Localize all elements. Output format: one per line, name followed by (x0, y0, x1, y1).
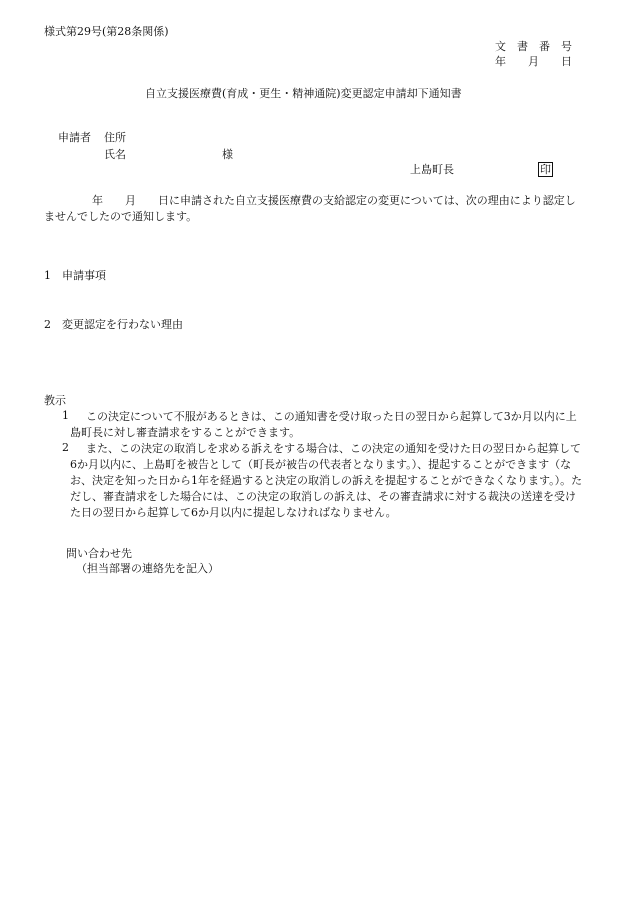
contact-heading: 問い合わせ先 (66, 547, 132, 560)
section-2-number: 2 (44, 318, 51, 331)
section-1-label: 申請事項 (62, 269, 106, 282)
notice-item-1-number: 1 (62, 409, 69, 422)
notice-item-2-text: また、この決定の取消しを求める訴えをする場合は、この決定の通知を受けた日の翌日から起算して6か月以内に、上島町を被告として（町長が被告の代表者となります。）、提起することができます（なお、決定を知った日から1年を経過すると決定の取消しの訴えを提起することができなくなります。）。ただし、審査請求をした場合には、この決定の取消しの訴えは、その審査請求に対する裁決の送達を受けた日の翌日から起算して6か月以内に提起しなければなりません。 (70, 442, 583, 519)
form-number: 様式第29号(第28条関係) (44, 25, 169, 38)
date-label: 年 月 日 (495, 55, 572, 68)
section-2-label: 変更認定を行わない理由 (62, 318, 183, 331)
issuer-name: 上島町長 (410, 163, 454, 176)
notice-item-1-text: この決定について不服があるときは、この通知書を受け取った日の翌日から起算して3か月以内に上島町長に対し審査請求をすることができます。 (70, 410, 577, 439)
intro-paragraph: 年 月 日に申請された自立支援医療費の支給認定の変更については、次の理由により認定しませんでしたので通知します。 (44, 194, 576, 223)
document-number-label: 文 書 番 号 (495, 40, 572, 53)
applicant-label: 申請者 (58, 131, 91, 144)
section-1-number: 1 (44, 269, 51, 282)
seal-mark: 印 (540, 163, 551, 176)
notice-item-2-number: 2 (62, 441, 69, 454)
honorific: 様 (222, 148, 233, 161)
seal-stamp (538, 162, 553, 177)
notice-heading: 教示 (44, 394, 66, 407)
applicant-name-label: 氏名 (104, 148, 126, 161)
page-title: 自立支援医療費(育成・更生・精神通院)変更認定申請却下通知書 (145, 87, 462, 100)
applicant-address-label: 住所 (104, 131, 126, 144)
contact-note: （担当部署の連絡先を記入） (76, 562, 219, 575)
